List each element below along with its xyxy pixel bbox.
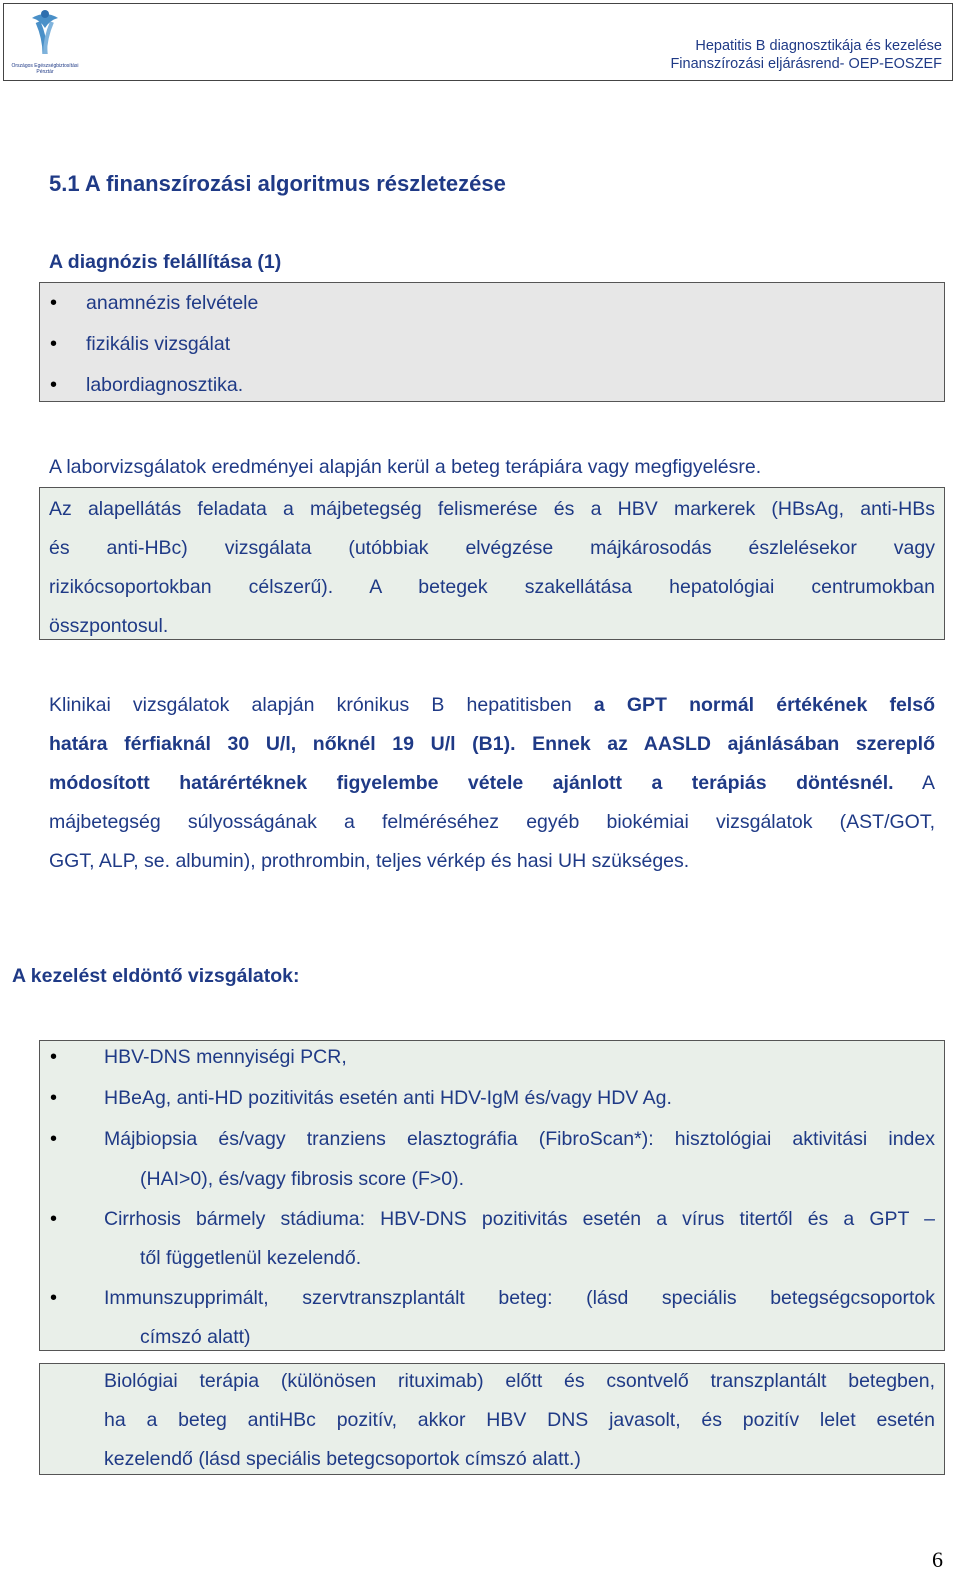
- bullet-icon: •: [50, 1087, 58, 1109]
- header-title-line2: Finanszírozási eljárásrend- OEP-EOSZEF: [670, 56, 942, 72]
- alapellatas-paragraph: Az alapellátás feladata a májbetegség felismerése és a HBV markerek (HBsAg, anti-HBs és anti-HBc) vizsgálata (utóbbiak elvégzése májkárosodás észlelésekor vagy rizikócsoportokban célszerű). A betegek szakellátása hepatológiai centrumokban összpontosul.: [49, 498, 935, 637]
- treatment-item: Májbiopsia és/vagy tranziens elasztográfia (FibroScan*): hisztológiai aktivitási index: [104, 1128, 935, 1150]
- diagnosis-title: A diagnózis felállítása (1): [49, 251, 282, 273]
- oep-logo: [10, 8, 80, 74]
- bullet-icon: •: [50, 1128, 58, 1150]
- section-title: 5.1 A finanszírozási algoritmus részletezése: [49, 171, 506, 196]
- treatment-item: HBV-DNS mennyiségi PCR,: [104, 1046, 347, 1068]
- diagnosis-item: anamnézis felvétele: [86, 292, 259, 314]
- treatment-item-cont: (HAI>0), és/vagy fibrosis score (F>0).: [140, 1168, 465, 1190]
- bullet-icon: •: [50, 374, 58, 396]
- treatment-item: Cirrhosis bármely stádiuma: HBV-DNS pozitivitás esetén a vírus titertől és a GPT –: [104, 1208, 935, 1230]
- diagnosis-item: fizikális vizsgálat: [86, 333, 231, 355]
- lab-sentence: A laborvizsgálatok eredményei alapján kerül a beteg terápiára vagy megfigyelésre.: [49, 456, 762, 478]
- treatment-item: HBeAg, anti-HD pozitivitás esetén anti HDV-IgM és/vagy HDV Ag.: [104, 1087, 672, 1109]
- header-title-line1: Hepatitis B diagnosztikája és kezelése: [695, 38, 942, 54]
- bullet-icon: •: [50, 1208, 58, 1230]
- bullet-icon: •: [50, 333, 58, 355]
- diagnosis-item: labordiagnosztika.: [86, 374, 244, 396]
- caduceus-icon: [10, 8, 80, 58]
- page-number: 6: [932, 1547, 943, 1572]
- treatment-item-cont: től függetlenül kezelendő.: [140, 1247, 362, 1269]
- logo-text: Országos Egészségbiztosítási Pénztár: [11, 63, 79, 75]
- treatment-item-cont: címszó alatt): [140, 1326, 251, 1348]
- bullet-icon: •: [50, 1046, 58, 1068]
- bullet-icon: •: [50, 1287, 58, 1309]
- klinikai-paragraph: Klinikai vizsgálatok alapján krónikus B hepatitisben a GPT normál értékének felső határa férfiaknál 30 U/l, nőknél 19 U/l (B1). Ennek az AASLD ajánlásában szereplő módosított határértéknek figyelembe vétele ajánlott a terápiás döntésnél. A májbetegség súlyosságának a felméréséhez egyéb biokémiai vizsgálatok (AST/GOT, GGT, ALP, se. albumin), prothrombin, teljes vérkép és hasi UH szükséges.: [49, 694, 935, 872]
- treatment-title: A kezelést eldöntő vizsgálatok:: [12, 965, 300, 987]
- treatment-item: Immunszupprimált, szervtranszplantált beteg: (lásd speciális betegségcsoportok: [104, 1287, 935, 1309]
- bullet-icon: •: [50, 292, 58, 314]
- biological-therapy-paragraph: Biológiai terápia (különösen rituximab) előtt és csontvelő transzplantált betegben, ha a beteg antiHBc pozitív, akkor HBV DNS javasolt, és pozitív lelet esetén kezelendő (lásd speciális betegcsoportok címszó alatt.): [104, 1370, 935, 1470]
